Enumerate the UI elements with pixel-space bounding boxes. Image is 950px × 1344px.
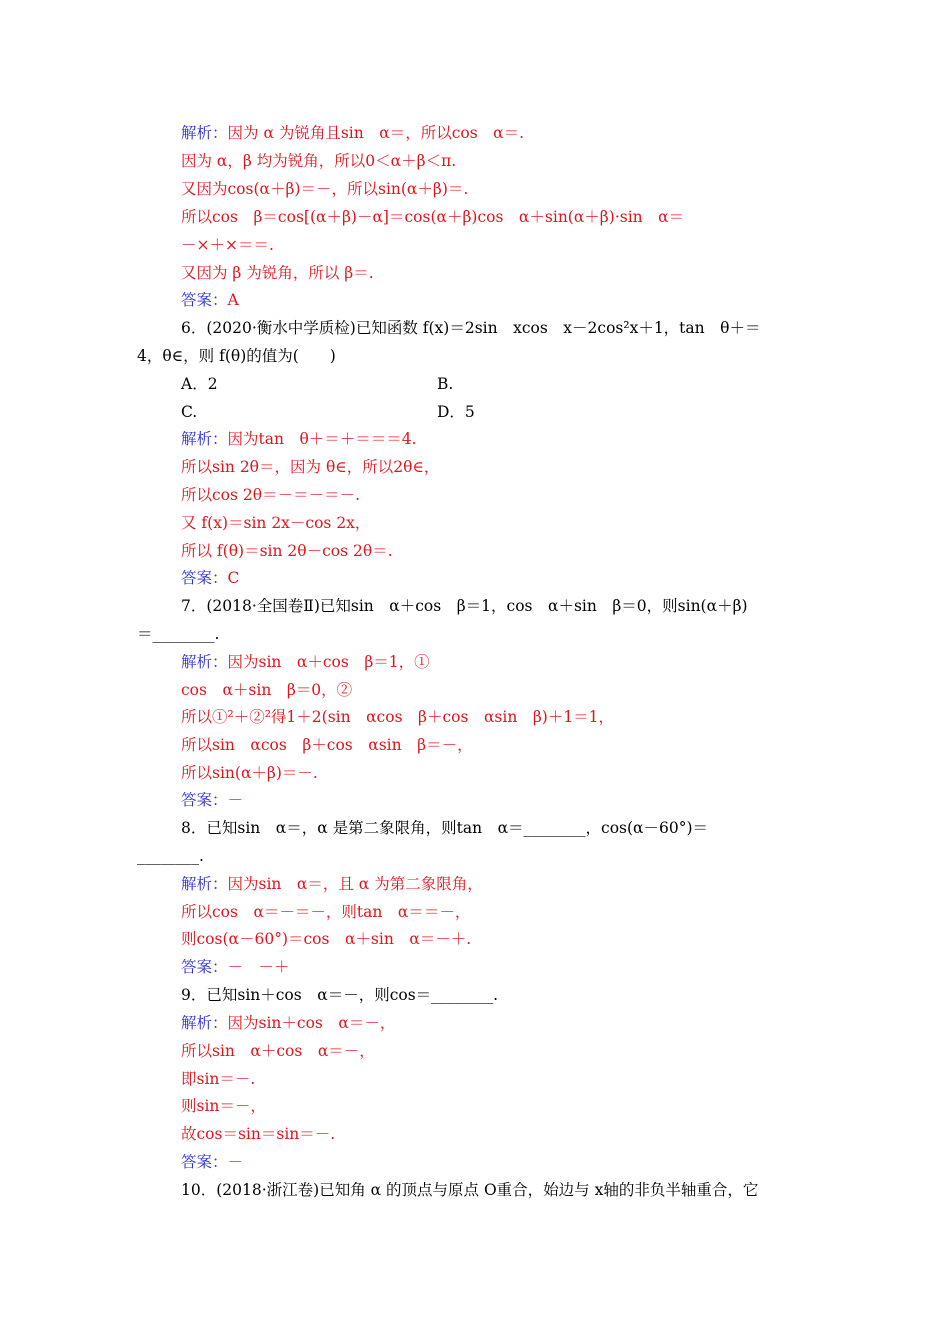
q6-solution-line-4: 又 f(x)＝sin 2x－cos 2x， [181,514,371,532]
q9-solution-line-4: 则sin＝－， [181,1097,266,1115]
solution-text: 因为 α 为锐角且sin α＝，所以cos α＝. [227,124,525,142]
q5-solution-line-4: 所以cos β＝cos[(α＋β)－α]＝cos(α＋β)cos α＋sin(α＋β)·sin α＝ [181,208,685,226]
q8-solution-line-1 [181,874,483,894]
answer-value: A [227,291,239,309]
answer-label: 答案： [181,958,228,976]
answer-value: － [227,791,244,809]
solution-text: 因为sin α＋cos β＝1，① [227,653,430,671]
solution-text: 因为sin α＝，且 α 为第二象限角， [227,875,483,893]
solution-text: 因为tan θ＋＝＋＝＝＝4. [227,430,417,448]
q5-solution-line-5: －×＋×＝＝. [181,236,274,254]
solution-text: 因为sin＋cos α＝－， [227,1014,396,1032]
q9-answer [181,1152,243,1172]
q7-stem-line-2: ＝________. [137,625,220,643]
solution-label: 解析： [181,1014,228,1032]
q9-stem-line-1: 9．已知sin＋cos α＝－，则cos＝________. [181,986,499,1004]
q9-solution-line-1 [181,1013,395,1033]
q7-solution-line-5: 所以sin(α＋β)＝－. [181,764,318,782]
q6-solution-line-3: 所以cos 2θ＝－＝－＝－. [181,486,361,504]
q5-solution-line-1 [181,123,524,143]
q8-stem-line-1: 8．已知sin α＝，α 是第二象限角，则tan α＝________，cos(α－60°)＝ [181,819,709,837]
q7-solution-line-1 [181,652,430,672]
q7-solution-line-4: 所以sin αcos β＋cos αsin β＝－， [181,736,473,754]
q8-solution-line-2: 所以cos α＝－＝－，则tan α＝＝－， [181,903,471,921]
q8-solution-line-3: 则cos(α－60°)＝cos α＋sin α＝－＋. [181,930,472,948]
q6-solution-line-5: 所以 f(θ)＝sin 2θ－cos 2θ＝. [181,542,393,560]
q8-answer [181,957,290,977]
q6-answer [181,568,239,588]
q7-answer [181,790,243,810]
q6-stem-line-1: 6．(2020·衡水中学质检)已知函数 f(x)＝2sin xcos x－2cos²x＋1，tan θ＋＝ [181,319,761,337]
q6-solution-line-2: 所以sin 2θ＝，因为 θ∈，所以2θ∈， [181,458,440,476]
answer-value: － [227,1153,244,1171]
solution-label: 解析： [181,124,228,142]
q7-solution-line-3: 所以①²＋②²得1＋2(sin αcos β＋cos αsin β)＋1＝1， [181,708,615,726]
q6-solution-line-1 [181,429,417,449]
q6-option-d: D．5 [437,403,475,421]
solution-label: 解析： [181,430,228,448]
q6-option-c: C. [181,403,198,421]
q5-solution-line-3: 又因为cos(α＋β)＝－，所以sin(α＋β)＝. [181,180,469,198]
answer-label: 答案： [181,569,228,587]
answer-value: － －＋ [227,958,290,976]
q6-option-a: A．2 [181,375,218,393]
answer-label: 答案： [181,1153,228,1171]
q10-stem-line-1: 10．(2018·浙江卷)已知角 α 的顶点与原点 O重合，始边与 x轴的非负半轴重合，它 [181,1181,759,1199]
q8-stem-line-2: ________. [137,847,204,865]
q7-stem-line-1: 7．(2018·全国卷Ⅱ)已知sin α＋cos β＝1，cos α＋sin β＝0，则sin(α＋β) [181,597,748,615]
q7-solution-line-2: cos α＋sin β＝0，② [181,681,353,699]
q6-option-b: B. [437,375,454,393]
q9-solution-line-2: 所以sin α＋cos α＝－， [181,1042,375,1060]
solution-label: 解析： [181,875,228,893]
q5-solution-line-6: 又因为 β 为锐角，所以 β＝. [181,264,374,282]
solution-label: 解析： [181,653,228,671]
q9-solution-line-3: 即sin＝－. [181,1070,256,1088]
answer-label: 答案： [181,291,228,309]
q5-answer [181,290,239,310]
q9-solution-line-5: 故cos＝sin＝sin＝－. [181,1125,336,1143]
answer-label: 答案： [181,791,228,809]
q5-solution-line-2: 因为 α，β 均为锐角，所以0＜α＋β＜π. [181,152,457,170]
answer-value: C [227,569,240,587]
q6-stem-line-2: 4，θ∈，则 f(θ)的值为( ) [137,347,336,365]
